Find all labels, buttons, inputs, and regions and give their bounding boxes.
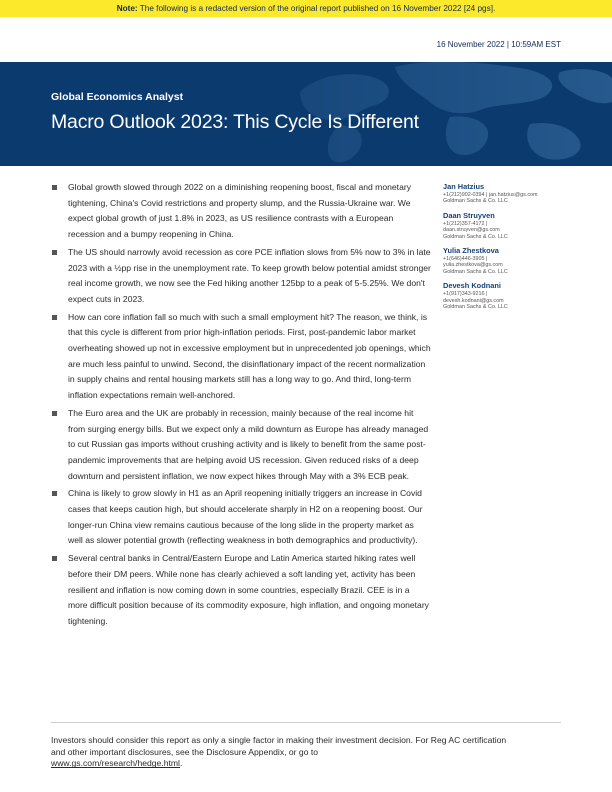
author-firm: Goldman Sachs & Co. LLC [443,304,508,311]
report-title: Macro Outlook 2023: This Cycle Is Different [51,111,419,133]
author-entry [443,281,568,310]
author-entry [443,182,568,205]
author-firm: Goldman Sachs & Co. LLC [443,198,508,205]
disclosure-link[interactable]: www.gs.com/research/hedge.html [51,758,180,769]
bullet-text: The Euro area and the UK are probably in recession, mainly because of the real income hit from surging energy bills. But we expect only a mild downturn as Europe has already managed to cut Russian gas imports without crushing activity and is likely to benefit from the same post-pandemic improvements that are helping avoid US recession. Given reduced risks of a deep downturn and persistent inflation, we now expect hikes through May with a 3% ECB peak. [68,407,429,481]
author-phone: +1(917)343-9216 | [443,291,488,298]
bullet-square-icon [52,250,57,255]
bullet-text: China is likely to grow slowly in H1 as an April reopening initially triggers an increase in Covid cases that keeps caution high, but should accelerate sharply in H2 on a reopening boost. Our longer-run China view remains cautious because of the long slide in the property market as well as slower potential growth (reflecting weakness in both demographics and productivity). [68,488,423,546]
author-phone: +1(212)357-4172 | [443,220,488,227]
author-list [443,182,568,316]
key-points-list [51,180,431,632]
bullet-text: The US should narrowly avoid recession as core PCE inflation slows from 5% now to 3% in late 2023 with a ½pp rise in the unemployment rate. To keep growth below potential amidst stronger real income growth, we now see the Fed hiking another 125bp to a peak of 5-5.25%. We don't expect cuts in 2023. [68,246,431,304]
bullet-square-icon [52,185,57,190]
author-entry [443,246,568,275]
disclosure-period: . [179,758,183,769]
bullet-point [51,406,431,485]
author-name[interactable]: Jan Hatzius [443,182,485,191]
bullet-point [51,245,431,308]
author-name[interactable]: Devesh Kodnani [443,281,501,291]
author-phone: +1(646)446-3905 | [443,256,488,263]
bullet-square-icon [52,315,57,320]
bullet-text: Global growth slowed through 2022 on a diminishing reopening boost, fiscal and monetary tightening, China's Covid restrictions and property slump, and the Russia-Ukraine war. We expect global growth of just 1.8% in 2023, as US resilience contrasts with a European recession and a bumpy reopening in China. [68,182,412,240]
redaction-note-bar [0,0,612,17]
bullet-point [51,551,431,630]
bullet-text: Several central banks in Central/Eastern Europe and Latin America started hiking rates well before their DM peers. While none has clearly achieved a soft landing yet, activity has been resilient and inflation is now coming down in some countries, especially Brazil. CEE is in a more difficult position because of its commodity exposure, high inflation, and ongoing monetary tightening. [68,553,429,626]
note-text: The following is a redacted version of the original report published on 16 November 2022 [24 pgs]. [139,4,496,13]
disclosure-footer [51,735,521,770]
author-email[interactable]: devesh.kodnani@gs.com [443,297,504,304]
author-contact[interactable]: +1(212)902-0394 | jan.hatzius@gs.com [443,192,538,198]
series-kicker: Global Economics Analyst [51,91,184,103]
footer-divider [51,722,561,723]
bullet-square-icon [52,491,57,496]
author-email[interactable]: yulia.zhestkova@gs.com [443,262,503,269]
author-name[interactable]: Yulia Zhestkova [443,246,499,256]
bullet-square-icon [52,556,57,561]
disclosure-text: Investors should consider this report as only a single factor in making their investment decision. For Reg AC certification and other important disclosures, see the Disclosure Appendix, or go to [51,735,507,757]
author-firm: Goldman Sachs & Co. LLC [443,268,508,275]
bullet-point [51,486,431,549]
author-firm: Goldman Sachs & Co. LLC [443,233,508,240]
bullet-square-icon [52,411,57,416]
note-label: Note: [116,4,138,13]
bullet-point [51,180,431,243]
bullet-point [51,310,431,404]
publication-dateline: 16 November 2022 | 10:59AM EST [436,40,561,49]
author-email[interactable]: daan.struyven@gs.com [443,227,500,234]
author-entry [443,211,568,240]
bullet-text: How can core inflation fall so much with such a small employment hit? The reason, we think, is that this cycle is different from prior high-inflation periods. First, post-pandemic labor market overheating showed up not in excessive employment but in unprecedented job openings, which are much less painful to unwind. Second, the disinflationary impact of the recent normalization in supply chains and rental housing markets still has a long way to go. And third, long-term inflation expectations remain well-anchored. [68,311,431,401]
author-name[interactable]: Daan Struyven [443,210,495,220]
